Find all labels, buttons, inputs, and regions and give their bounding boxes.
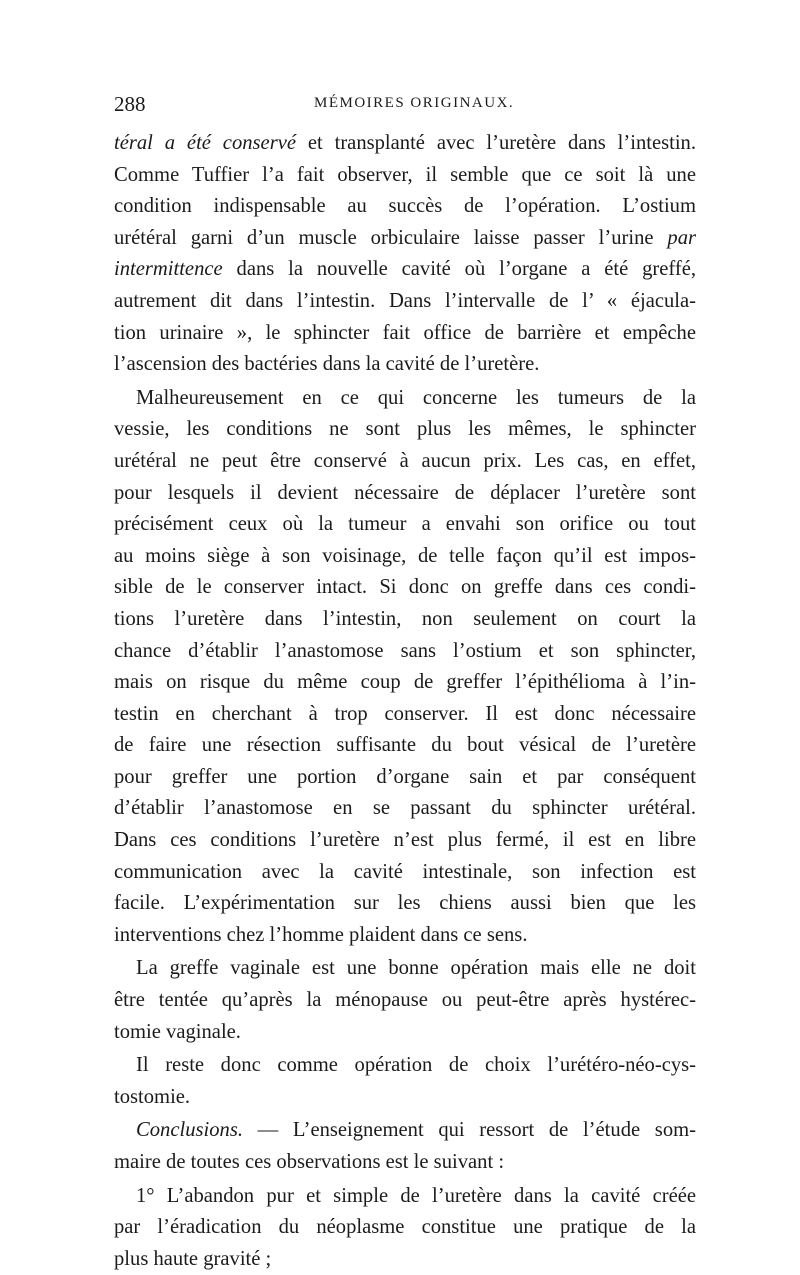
text-line: pour greffer une portion d’organe sain et par conséquent — [114, 765, 696, 788]
text-line: tostomie. — [114, 1085, 191, 1108]
text-line: par l’éradication du néoplasme constitue une pratique de la — [114, 1216, 696, 1239]
text-line: de faire une résection suffisante du bout vésical de l’uretère — [114, 734, 696, 757]
text-line: urétéral ne peut être conservé à aucun prix. Les cas, en effet, — [114, 449, 696, 472]
paragraph-5 — [114, 1115, 696, 1178]
text-line: pour lesquels il devient nécessaire de déplacer l’uretère sont — [114, 481, 696, 504]
italic-text: intermittence — [114, 258, 223, 281]
text-line: vessie, les conditions ne sont plus les mêmes, le sphincter — [114, 418, 696, 441]
text-line: communication avec la cavité intestinale, son infection est — [114, 860, 696, 883]
text-line: urétéral garni d’un muscle orbiculaire laisse passer l’urine par — [114, 226, 696, 249]
text-line: chance d’établir l’anastomose sans l’ostium et son sphincter, — [114, 639, 696, 662]
paragraph-6 — [114, 1181, 696, 1275]
text-line: Il reste donc comme opération de choix l’urétéro-néo-cys- — [136, 1054, 696, 1077]
text-line: maire de toutes ces observations est le suivant : — [114, 1151, 505, 1173]
page-body — [114, 128, 696, 1275]
text-line: testin en cherchant à trop conserver. Il est donc nécessaire — [114, 702, 696, 725]
text-line: au moins siège à son voisinage, de telle façon qu’il est impos- — [114, 544, 696, 567]
paragraph-4 — [114, 1050, 696, 1113]
text-line: téral a été conservé et transplanté avec l’uretère dans l’intestin. — [114, 132, 696, 154]
text-line: tion urinaire », le sphincter fait office de barrière et empêche — [114, 321, 696, 344]
running-title: MÉMOIRES ORIGINAUX. — [314, 95, 515, 111]
text-line: Dans ces conditions l’uretère n’est plus fermé, il est en libre — [114, 829, 696, 852]
text-line: mais on risque du même coup de greffer l’épithélioma à l’in- — [114, 671, 696, 694]
paragraph-3 — [114, 953, 696, 1048]
text-line: Conclusions. — L’enseignement qui ressort de l’étude som- — [136, 1119, 696, 1142]
italic-text: Conclusions. — [136, 1119, 243, 1142]
text-line: précisément ceux où la tumeur a envahi son orifice ou tout — [114, 513, 696, 536]
text-line: d’établir l’anastomose en se passant du sphincter urétéral. — [114, 797, 696, 820]
text-line: interventions chez l’homme plaident dans ce sens. — [114, 923, 528, 946]
text-line: plus haute gravité ; — [114, 1247, 272, 1270]
page-number: 288 — [114, 92, 146, 116]
text-line: être tentée qu’après la ménopause ou peut-être après hystérec- — [114, 989, 696, 1012]
text-line: Malheureusement en ce qui concerne les tumeurs de la — [136, 386, 696, 409]
text-line: tomie vaginale. — [114, 1020, 241, 1043]
paragraph-2 — [114, 383, 696, 952]
page-header — [114, 92, 694, 122]
text-line: Comme Tuffier l’a fait observer, il semble que ce soit là une — [114, 163, 696, 186]
text-line: sible de le conserver intact. Si donc on greffe dans ces condi- — [114, 576, 696, 599]
text-line: autrement dit dans l’intestin. Dans l’intervalle de l’ « éjacula- — [114, 289, 696, 312]
text-line: 1° L’abandon pur et simple de l’uretère dans la cavité créée — [136, 1184, 696, 1207]
text-line: l’ascension des bactéries dans la cavité de l’uretère. — [114, 353, 540, 376]
italic-text: par — [667, 226, 696, 249]
text-line: facile. L’expérimentation sur les chiens aussi bien que les — [114, 892, 696, 915]
text-line: La greffe vaginale est une bonne opération mais elle ne doit — [136, 957, 696, 980]
italic-text: téral a été conservé — [114, 132, 296, 154]
text-line: tions l’uretère dans l’intestin, non seulement on court la — [114, 607, 696, 630]
text-line: intermittence dans la nouvelle cavité où l’organe a été greffé, — [114, 258, 696, 281]
text-line: condition indispensable au succès de l’opération. L’ostium — [114, 195, 696, 218]
paragraph-1 — [114, 128, 696, 381]
